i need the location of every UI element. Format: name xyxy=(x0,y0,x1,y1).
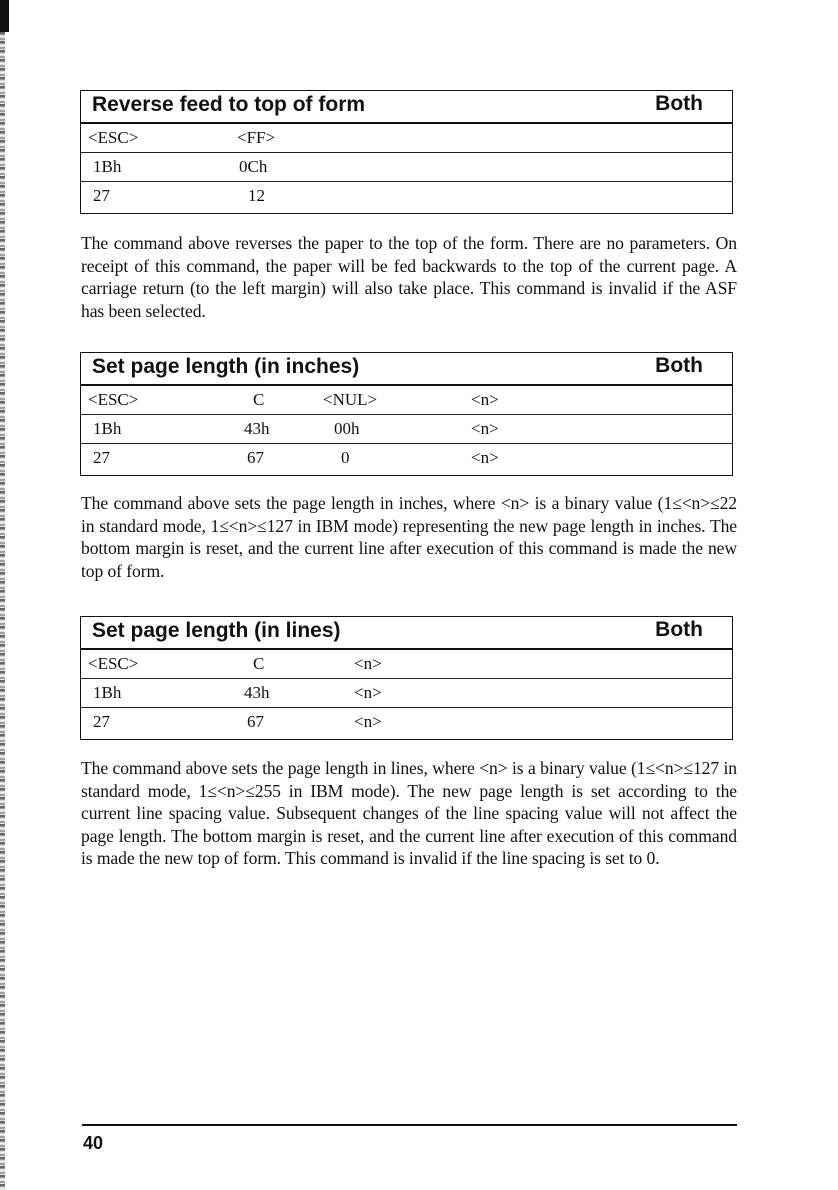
command-header xyxy=(81,91,732,124)
description-page-length-lines: The command above sets the page length in lines, where <n> is a binary value (1≤<n>≤127 in standard mode, 1≤<n>≤255 in IBM mode). The new page length is set according to the current line spacing value. Subsequent changes of the line spacing value will not affect the page length. The bottom margin is reset, and the current line after execution of this command is made the new top of form. This command is invalid if the line spacing is set to 0. xyxy=(81,758,737,869)
cell: 67 xyxy=(247,712,264,731)
cell: 27 xyxy=(93,712,110,731)
footer-rule xyxy=(82,1124,737,1126)
cell: <n> xyxy=(471,390,499,409)
command-table-page-length-inches xyxy=(80,352,733,476)
description-page-length-inches: The command above sets the page length in inches, where <n> is a binary value (1≤<n>≤22 in standard mode, 1≤<n>≤127 in IBM mode) representing the new page length in inches. The bottom margin is reset, and the current line after execution of this command is made the new top of form. xyxy=(81,493,737,581)
cell: <FF> xyxy=(237,128,276,147)
table-row-ascii xyxy=(81,124,732,153)
cell: C xyxy=(253,390,265,409)
scan-edge-speckle xyxy=(0,32,5,1190)
cell: <ESC> xyxy=(88,390,139,409)
command-title: Reverse feed to top of form xyxy=(92,93,366,116)
cell: <ESC> xyxy=(88,654,139,673)
cell: 0 xyxy=(341,448,350,467)
cell: 1Bh xyxy=(93,157,122,176)
description-reverse-feed: The command above reverses the paper to the top of the form. There are no parameters. On receipt of this command, the paper will be fed backwards to the top of the current page. A carriage return (to the left margin) will also take place. This command is invalid if the ASF has been selected. xyxy=(81,233,737,321)
scan-edge-mark xyxy=(0,0,9,32)
table-row-hex xyxy=(81,679,732,708)
command-table-page-length-lines xyxy=(80,616,733,740)
command-header xyxy=(81,353,732,386)
command-title: Set page length (in inches) xyxy=(92,355,360,378)
cell: <NUL> xyxy=(323,390,378,409)
table-row-decimal xyxy=(81,182,732,213)
table-row-hex xyxy=(81,415,732,444)
cell: 12 xyxy=(248,186,265,205)
command-header xyxy=(81,617,732,650)
cell: <n> xyxy=(354,712,382,731)
cell: <n> xyxy=(471,419,499,438)
table-row-decimal xyxy=(81,444,732,475)
cell: 43h xyxy=(244,419,270,438)
cell: <ESC> xyxy=(88,128,139,147)
command-mode: Both xyxy=(655,354,703,377)
command-table-reverse-feed xyxy=(80,90,733,214)
cell: 0Ch xyxy=(239,157,268,176)
cell: 43h xyxy=(244,683,270,702)
cell: 1Bh xyxy=(93,683,122,702)
cell: 27 xyxy=(93,186,110,205)
cell: <n> xyxy=(354,654,382,673)
page-number: 40 xyxy=(83,1133,104,1153)
cell: 67 xyxy=(247,448,264,467)
command-mode: Both xyxy=(655,92,703,115)
table-row-hex xyxy=(81,153,732,182)
cell: 1Bh xyxy=(93,419,122,438)
cell: 27 xyxy=(93,448,110,467)
command-title: Set page length (in lines) xyxy=(92,619,341,642)
table-row-ascii xyxy=(81,650,732,679)
table-row-ascii xyxy=(81,386,732,415)
cell: C xyxy=(253,654,265,673)
table-row-decimal xyxy=(81,708,732,739)
cell: 00h xyxy=(334,419,360,438)
cell: <n> xyxy=(354,683,382,702)
cell: <n> xyxy=(471,448,499,467)
command-mode: Both xyxy=(655,618,703,641)
